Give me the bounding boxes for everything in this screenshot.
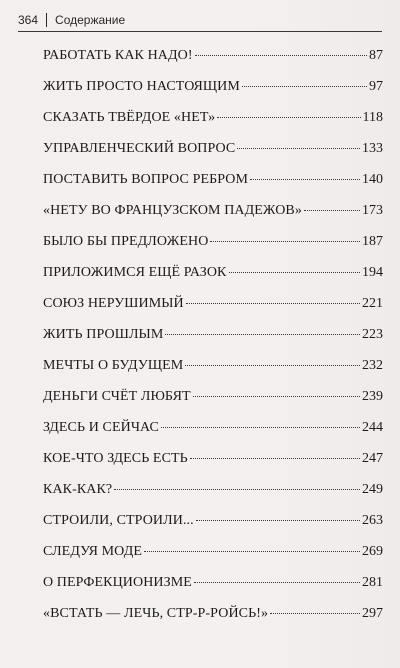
toc-entry-page: 221 (362, 296, 383, 311)
running-header (18, 9, 382, 31)
toc-entry (43, 350, 383, 381)
toc-leader-dots (161, 427, 360, 428)
table-of-contents (43, 40, 383, 629)
toc-leader-dots (217, 117, 360, 118)
toc-entry (43, 598, 383, 629)
toc-leader-dots (250, 179, 360, 180)
toc-leader-dots (196, 520, 360, 521)
toc-leader-dots (304, 210, 360, 211)
toc-entry-page: 244 (362, 420, 383, 435)
toc-entry-page: 281 (362, 575, 383, 590)
toc-entry-page: 194 (362, 265, 383, 280)
toc-entry-page: 187 (362, 234, 383, 249)
toc-entry-title: ПРИЛОЖИМСЯ ЕЩЁ РАЗОК (43, 265, 227, 280)
toc-entry-title: О ПЕРФЕКЦИОНИЗМЕ (43, 575, 192, 590)
toc-entry-title: МЕЧТЫ О БУДУЩЕМ (43, 358, 184, 373)
toc-entry-title: ЗДЕСЬ И СЕЙЧАС (43, 420, 159, 435)
toc-entry-title: КОЕ-ЧТО ЗДЕСЬ ЕСТЬ (43, 451, 188, 466)
toc-entry-title: СКАЗАТЬ ТВЁРДОЕ «НЕТ» (43, 110, 216, 125)
toc-entry (43, 443, 383, 474)
toc-leader-dots (144, 551, 360, 552)
toc-entry-title: СОЮЗ НЕРУШИМЫЙ (43, 296, 184, 311)
toc-entry-page: 269 (362, 544, 383, 559)
toc-entry (43, 288, 383, 319)
toc-entry (43, 319, 383, 350)
toc-entry-page: 118 (362, 110, 383, 125)
toc-entry (43, 164, 383, 195)
toc-entry-page: 263 (362, 513, 383, 528)
toc-entry (43, 381, 383, 412)
toc-entry-page: 87 (369, 48, 383, 63)
toc-entry-page: 97 (369, 79, 383, 94)
toc-leader-dots (194, 582, 360, 583)
toc-entry-title: «НЕТУ ВО ФРАНЦУЗСКОМ ПАДЕЖОВ» (43, 203, 302, 218)
toc-entry-page: 239 (362, 389, 383, 404)
toc-entry (43, 133, 383, 164)
toc-leader-dots (185, 365, 360, 366)
toc-entry-title: КАК-КАК? (43, 482, 113, 497)
toc-entry (43, 474, 383, 505)
toc-entry-page: 223 (362, 327, 383, 342)
toc-entry-title: ЖИТЬ ПРОСТО НАСТОЯЩИМ (43, 79, 240, 94)
toc-entry-title: ПОСТАВИТЬ ВОПРОС РЕБРОМ (43, 172, 249, 187)
toc-entry (43, 195, 383, 226)
toc-entry (43, 567, 383, 598)
toc-entry-title: ДЕНЬГИ СЧЁТ ЛЮБЯТ (43, 389, 191, 404)
toc-entry-page: 297 (362, 606, 383, 621)
toc-entry (43, 505, 383, 536)
toc-leader-dots (195, 55, 367, 56)
toc-entry (43, 412, 383, 443)
section-title: Содержание (55, 13, 126, 27)
toc-leader-dots (229, 272, 361, 273)
toc-entry-title: БЫЛО БЫ ПРЕДЛОЖЕНО (43, 234, 209, 249)
toc-leader-dots (193, 396, 360, 397)
toc-entry-title: РАБОТАТЬ КАК НАДО! (43, 48, 193, 63)
toc-leader-dots (270, 613, 360, 614)
toc-entry-title: «ВСТАТЬ — ЛЕЧЬ, СТР-Р-РОЙСЬ!» (43, 606, 269, 621)
toc-entry-page: 247 (362, 451, 383, 466)
toc-entry-title: УПРАВЛЕНЧЕСКИЙ ВОПРОС (43, 141, 236, 156)
toc-entry-page: 249 (362, 482, 383, 497)
toc-entry (43, 257, 383, 288)
toc-leader-dots (165, 334, 360, 335)
toc-entry-page: 173 (362, 203, 383, 218)
toc-entry (43, 226, 383, 257)
toc-entry (43, 71, 383, 102)
toc-entry-page: 232 (362, 358, 383, 373)
toc-entry (43, 40, 383, 71)
header-rule (18, 31, 382, 32)
toc-entry-title: СЛЕДУЯ МОДЕ (43, 544, 142, 559)
toc-entry (43, 536, 383, 567)
toc-leader-dots (210, 241, 360, 242)
header-separator (46, 13, 47, 27)
toc-leader-dots (242, 86, 367, 87)
page-number: 364 (18, 13, 39, 27)
toc-entry (43, 102, 383, 133)
toc-leader-dots (114, 489, 360, 490)
toc-leader-dots (190, 458, 360, 459)
toc-leader-dots (186, 303, 360, 304)
toc-entry-page: 140 (362, 172, 383, 187)
toc-leader-dots (237, 148, 360, 149)
toc-entry-title: ЖИТЬ ПРОШЛЫМ (43, 327, 164, 342)
toc-entry-page: 133 (362, 141, 383, 156)
toc-entry-title: СТРОИЛИ, СТРОИЛИ... (43, 513, 194, 528)
